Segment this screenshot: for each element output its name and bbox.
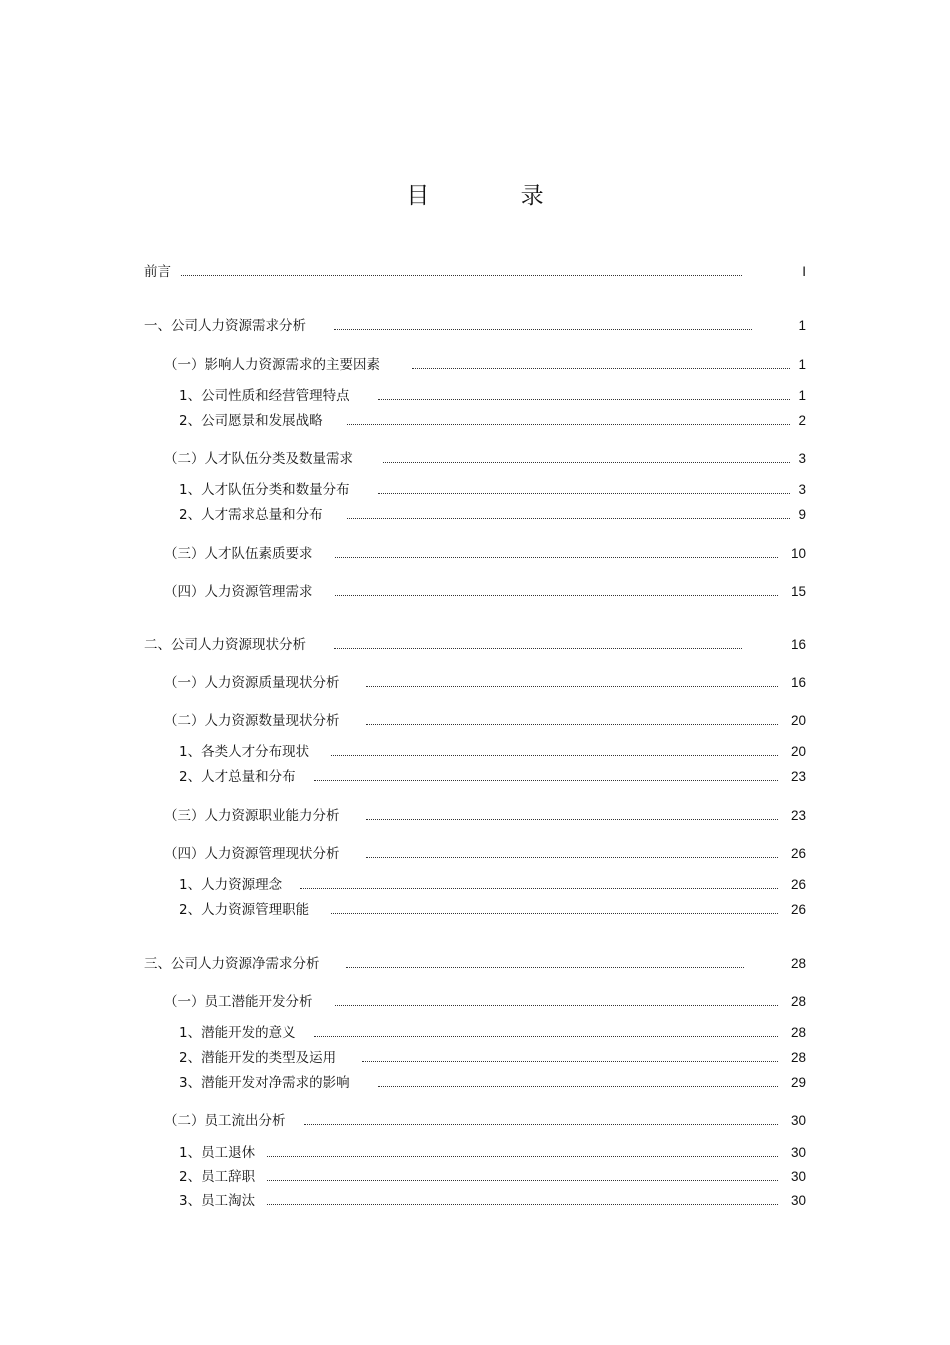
- toc-entry[interactable]: [144, 954, 806, 974]
- toc-entry[interactable]: [144, 316, 806, 336]
- toc-page-number: 3: [798, 482, 806, 497]
- toc-page-number: 3: [798, 451, 806, 466]
- toc-leader: [347, 423, 790, 425]
- toc-label: （二）员工流出分析: [164, 1113, 286, 1129]
- toc-leader: [314, 779, 778, 781]
- toc-page-number: 20: [790, 713, 806, 728]
- toc-label: （三）人力资源职业能力分析: [164, 808, 340, 824]
- toc-label: 2、人力资源管理职能: [179, 902, 310, 918]
- toc-leader: [412, 367, 790, 369]
- toc-entry[interactable]: [179, 411, 806, 431]
- toc-label: 2、人才总量和分布: [179, 769, 296, 785]
- toc-label: （一）员工潜能开发分析: [164, 994, 313, 1010]
- toc-page-number: 26: [790, 902, 806, 917]
- toc-label: 2、潜能开发的类型及运用: [179, 1050, 337, 1066]
- toc-entry[interactable]: [164, 673, 806, 693]
- toc-entry[interactable]: [179, 900, 806, 920]
- toc-label: （三）人才队伍素质要求: [164, 546, 313, 562]
- toc-entry[interactable]: [179, 1167, 806, 1187]
- toc-page-number: 30: [790, 1145, 806, 1160]
- toc-label: 1、人力资源理念: [179, 877, 283, 893]
- toc-entry[interactable]: [144, 262, 806, 282]
- toc-leader: [334, 647, 742, 649]
- toc-page-number: 1: [798, 318, 806, 333]
- toc-leader: [366, 818, 779, 820]
- toc-leader: [267, 1203, 778, 1205]
- page-title: 目 录: [406, 183, 586, 209]
- toc-entry[interactable]: [164, 711, 806, 731]
- toc-page-number: 28: [790, 1050, 806, 1065]
- toc-page-number: 20: [790, 744, 806, 759]
- toc-leader: [181, 274, 742, 276]
- toc-label: （一）人力资源质量现状分析: [164, 675, 340, 691]
- toc-page-number: 9: [798, 507, 806, 522]
- toc-leader: [347, 517, 790, 519]
- toc-page-number: 1: [798, 388, 806, 403]
- toc-entry[interactable]: [179, 742, 806, 762]
- toc-page-number: 30: [790, 1113, 806, 1128]
- toc-page-number: 15: [790, 584, 806, 599]
- toc-entry[interactable]: [164, 582, 806, 602]
- toc-entry[interactable]: [179, 505, 806, 525]
- toc-label: （一）影响人力资源需求的主要因素: [164, 357, 380, 373]
- toc-leader: [300, 887, 778, 889]
- toc-leader: [346, 966, 745, 968]
- toc-leader: [366, 856, 779, 858]
- toc-page-number: I: [802, 264, 806, 279]
- toc-label: 1、各类人才分布现状: [179, 744, 310, 760]
- toc-leader: [335, 556, 779, 558]
- toc-page-number: 26: [790, 877, 806, 892]
- toc-leader: [378, 1085, 778, 1087]
- toc-leader: [314, 1035, 778, 1037]
- toc-page-number: 28: [790, 1025, 806, 1040]
- toc-label: 3、员工淘汰: [179, 1193, 256, 1209]
- toc-leader: [378, 492, 790, 494]
- toc-label: 2、人才需求总量和分布: [179, 507, 323, 523]
- toc-label: 3、潜能开发对净需求的影响: [179, 1075, 350, 1091]
- toc-leader: [334, 328, 752, 330]
- toc-label: （二）人力资源数量现状分析: [164, 713, 340, 729]
- toc-label: （四）人力资源管理需求: [164, 584, 313, 600]
- toc-entry[interactable]: [164, 544, 806, 564]
- toc-leader: [335, 1004, 779, 1006]
- toc-entry[interactable]: [179, 1023, 806, 1043]
- toc-label: 三、公司人力资源净需求分析: [144, 956, 320, 972]
- toc-leader: [366, 723, 779, 725]
- toc-entry[interactable]: [179, 875, 806, 895]
- toc-entry[interactable]: [179, 1143, 806, 1163]
- toc-leader: [267, 1179, 778, 1181]
- toc-label: 二、公司人力资源现状分析: [144, 637, 306, 653]
- toc-entry[interactable]: [144, 635, 806, 655]
- toc-page-number: 29: [790, 1075, 806, 1090]
- toc-entry[interactable]: [179, 1191, 806, 1211]
- toc-label: 2、公司愿景和发展战略: [179, 413, 323, 429]
- toc-leader: [378, 398, 790, 400]
- toc-page-number: 2: [798, 413, 806, 428]
- toc-page-number: 16: [790, 675, 806, 690]
- toc-label: 2、员工辞职: [179, 1169, 256, 1185]
- toc-leader: [267, 1155, 778, 1157]
- toc-entry[interactable]: [164, 844, 806, 864]
- toc-entry[interactable]: [164, 992, 806, 1012]
- toc-leader: [331, 912, 778, 914]
- toc-leader: [366, 685, 779, 687]
- toc-page-number: 30: [790, 1193, 806, 1208]
- toc-page-number: 28: [790, 994, 806, 1009]
- toc-label: 前言: [144, 264, 171, 280]
- toc-label: 1、潜能开发的意义: [179, 1025, 296, 1041]
- toc-page-number: 30: [790, 1169, 806, 1184]
- toc-entry[interactable]: [164, 806, 806, 826]
- toc-label: （四）人力资源管理现状分析: [164, 846, 340, 862]
- toc-entry[interactable]: [164, 1111, 806, 1131]
- toc-label: 1、人才队伍分类和数量分布: [179, 482, 350, 498]
- toc-entry[interactable]: [179, 1048, 806, 1068]
- toc-page-number: 26: [790, 846, 806, 861]
- toc-label: 1、公司性质和经营管理特点: [179, 388, 350, 404]
- toc-leader: [362, 1060, 778, 1062]
- toc-entry[interactable]: [164, 449, 806, 469]
- toc-leader: [304, 1123, 779, 1125]
- toc-leader: [331, 754, 778, 756]
- toc-page-number: 1: [798, 357, 806, 372]
- toc-entry[interactable]: [179, 386, 806, 406]
- toc-entry[interactable]: [179, 767, 806, 787]
- toc-label: 一、公司人力资源需求分析: [144, 318, 306, 334]
- toc-page-number: 23: [790, 769, 806, 784]
- toc-entry[interactable]: [179, 480, 806, 500]
- toc-leader: [383, 461, 790, 463]
- toc-entry[interactable]: [179, 1073, 806, 1093]
- toc-label: （二）人才队伍分类及数量需求: [164, 451, 353, 467]
- toc-leader: [335, 594, 779, 596]
- toc-page-number: 28: [790, 956, 806, 971]
- toc-page-number: 23: [790, 808, 806, 823]
- toc-label: 1、员工退休: [179, 1145, 256, 1161]
- toc-page-number: 16: [790, 637, 806, 652]
- toc-entry[interactable]: [164, 355, 806, 375]
- toc-page-number: 10: [790, 546, 806, 561]
